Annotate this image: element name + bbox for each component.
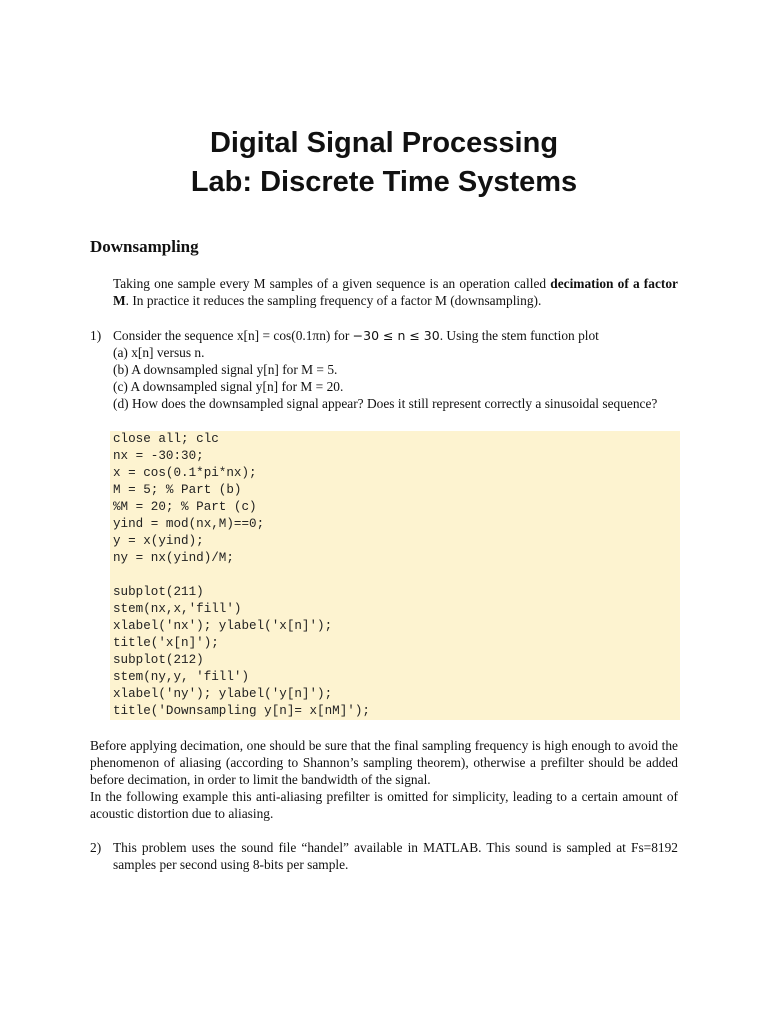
question-1 <box>90 327 690 417</box>
question-1-prefix: Consider the sequence x[n] = cos(0.1πn) for <box>113 328 353 343</box>
code-line: nx = -30:30; <box>113 449 204 463</box>
matlab-code-block <box>110 431 680 720</box>
question-2-body <box>113 839 678 873</box>
code-line: stem(ny,y, 'fill') <box>113 670 250 684</box>
code-line: M = 5; % Part (b) <box>113 483 242 497</box>
question-1-item-d: (d) How does the downsampled signal appear? Does it still represent correctly a sinusoidal sequence? <box>113 396 658 411</box>
code-line: ny = nx(yind)/M; <box>113 551 234 565</box>
question-1-suffix: . Using the stem function plot <box>439 328 599 343</box>
code-line: subplot(212) <box>113 653 204 667</box>
question-1-number: 1) <box>90 328 102 343</box>
intro-paragraph <box>113 275 678 309</box>
question-1-item-a: (a) x[n] versus n. <box>113 345 205 360</box>
question-2-text: This problem uses the sound file “handel” available in MATLAB. This sound is sampled at Fs=8192 samples per second using 8-bits per sample. <box>113 840 678 872</box>
question-2-number: 2) <box>90 840 102 855</box>
intro-text-end: . In practice it reduces the sampling frequency of a factor M (downsampling). <box>125 293 542 308</box>
code-line: title('x[n]'); <box>113 636 219 650</box>
code-line: title('Downsampling y[n]= x[nM]'); <box>113 704 370 718</box>
code-line: close all; clc <box>113 432 219 446</box>
prefilter-paragraph: In the following example this anti-aliasing prefilter is omitted for simplicity, leading to a certain amount of acoustic distortion due to aliasing. <box>90 789 678 821</box>
question-1-item-c: (c) A downsampled signal y[n] for M = 20. <box>113 379 344 394</box>
intro-bold-term: decimation of a factor M <box>113 276 678 308</box>
code-line: y = x(yind); <box>113 534 204 548</box>
document-title-line2: Lab: Discrete Time Systems <box>190 166 578 198</box>
question-1-line <box>113 327 678 344</box>
section-heading: Downsampling <box>90 237 199 256</box>
code-line: xlabel('ny'); ylabel('y[n]'); <box>113 687 333 701</box>
code-line: yind = mod(nx,M)==0; <box>113 517 265 531</box>
code-line: x = cos(0.1*pi*nx); <box>113 466 257 480</box>
question-1-body <box>113 327 678 412</box>
question-1-item-b: (b) A downsampled signal y[n] for M = 5. <box>113 362 338 377</box>
code-line: stem(nx,x,'fill') <box>113 602 242 616</box>
intro-text: Taking one sample every M samples of a given sequence is an operation called <box>113 276 551 291</box>
code-line: xlabel('nx'); ylabel('x[n]'); <box>113 619 333 633</box>
code-line: subplot(211) <box>113 585 204 599</box>
question-1-range-math: −30 ≤ n ≤ 30 <box>352 328 440 343</box>
question-2 <box>90 839 690 879</box>
aliasing-paragraph: Before applying decimation, one should be sure that the final sampling frequency is high enough to avoid the phenomenon of aliasing (according to Shannon’s sampling theorem), otherwise a prefilter should be added before decimation, in order to limit the bandwidth of the signal. <box>90 738 678 787</box>
document-title-line1: Digital Signal Processing <box>209 127 559 159</box>
code-line: %M = 20; % Part (c) <box>113 500 257 514</box>
